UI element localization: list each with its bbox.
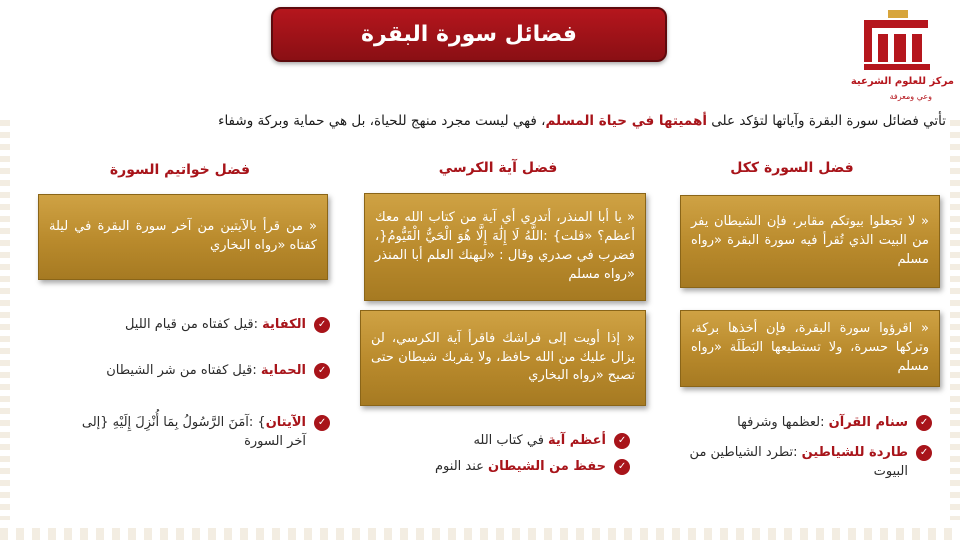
bullet-text: في كتاب الله (473, 433, 549, 448)
hadith-box-surah-2 (680, 310, 940, 387)
bullet-key: الكفاية (262, 317, 306, 332)
list-item (682, 444, 932, 482)
bullet-text: } :آمَنَ الرَّسُولُ بِمَا أُنْزِلَ إِلَيْهِ {إلى آخر السورة (81, 415, 306, 449)
hadith-box-kursi-2 (360, 310, 646, 406)
list-item (70, 316, 330, 335)
list-item (682, 414, 932, 433)
hadith-box-kursi-1 (364, 193, 646, 301)
bullet-text: :قيل كفتاه من قيام الليل (124, 317, 263, 332)
logo-text: مركز للعلوم الشرعية (850, 76, 954, 87)
intro-before: تأتي فضائل سورة البقرة وآياتها لتؤكد على (706, 113, 946, 129)
check-circle-icon: ✓ (614, 459, 630, 475)
hadith-box-surah-1 (680, 195, 940, 288)
check-circle-icon: ✓ (916, 415, 932, 431)
bottom-ornament (0, 528, 960, 540)
heading-surah-virtue: فضل السورة ككل (730, 160, 854, 176)
bullet-key: الحماية (260, 363, 306, 378)
list-item (410, 458, 630, 477)
check-circle-icon: ✓ (314, 317, 330, 333)
hadith-box-khawatim-1 (38, 194, 328, 280)
bullet-key: طاردة للشياطين (801, 445, 908, 460)
logo-emblem-icon (858, 6, 938, 74)
bullet-text: :قيل كفتاه من شر الشيطان (106, 363, 261, 378)
list-item (70, 362, 330, 381)
right-ornament (950, 120, 960, 520)
check-circle-icon: ✓ (314, 363, 330, 379)
heading-khawatim-virtue: فضل خواتيم السورة (109, 162, 251, 178)
list-item (70, 414, 330, 452)
logo (842, 6, 954, 106)
hadith-text: « اقرؤوا سورة البقرة، فإن أخذها بركة، وتركها حسرة، ولا تستطيعها البَطَلَة «رواه مسلم (691, 321, 929, 374)
heading-kursi-virtue: فضل آية الكرسي (438, 160, 558, 176)
hadith-text: « إذا أويت إلى فراشك فاقرأ آية الكرسي، لن يزال عليك من الله حافظ، ولا يقربك شيطان حتى تصبح «رواه البخاري (371, 330, 635, 384)
bullet-text: عند النوم (435, 459, 489, 474)
bullet-text: :لعظمها وشرفها (737, 415, 829, 430)
check-circle-icon: ✓ (916, 445, 932, 461)
bullet-key: سنام القرآن (828, 415, 908, 430)
left-ornament (0, 120, 10, 520)
list-item (410, 432, 630, 451)
intro-highlight: أهميتها في حياة المسلم (545, 113, 707, 129)
check-circle-icon: ✓ (614, 433, 630, 449)
bullet-key: حفظ من الشيطان (488, 459, 606, 474)
page-title: فضائل سورة البقرة (271, 7, 667, 62)
intro-text (104, 113, 946, 129)
bullet-key: أعظم آية (548, 433, 606, 448)
check-circle-icon: ✓ (314, 415, 330, 431)
logo-tagline: وعي ومعرفة (889, 92, 932, 101)
bullet-key: الآيتان (265, 415, 306, 430)
intro-after: ، فهي ليست مجرد منهج للحياة، بل هي حماية وبركة وشفاء (218, 113, 546, 129)
hadith-text: « من قرأ بالآيتين من آخر سورة البقرة في ليلة كفتاه «رواه البخاري (49, 219, 317, 253)
hadith-text: « يا أبا المنذر، أتدري أي آية من كتاب الله معك أعظم؟ «قلت} :اللَّهُ لَا إِلَٰهَ إِلَّا هُوَ الْحَيُّ الْقَيُّومُ{، فضرب في صدري وقال : «ليهنك العلم أبا المنذر «رواه مسلم (375, 210, 635, 282)
bullet-text: :تطرد الشياطين من البيوت (689, 445, 908, 479)
hadith-text: « لا تجعلوا بيوتكم مقابر، فإن الشيطان يفر من البيت الذي تُقرأ فيه سورة البقرة «رواه مسلم (691, 214, 929, 267)
